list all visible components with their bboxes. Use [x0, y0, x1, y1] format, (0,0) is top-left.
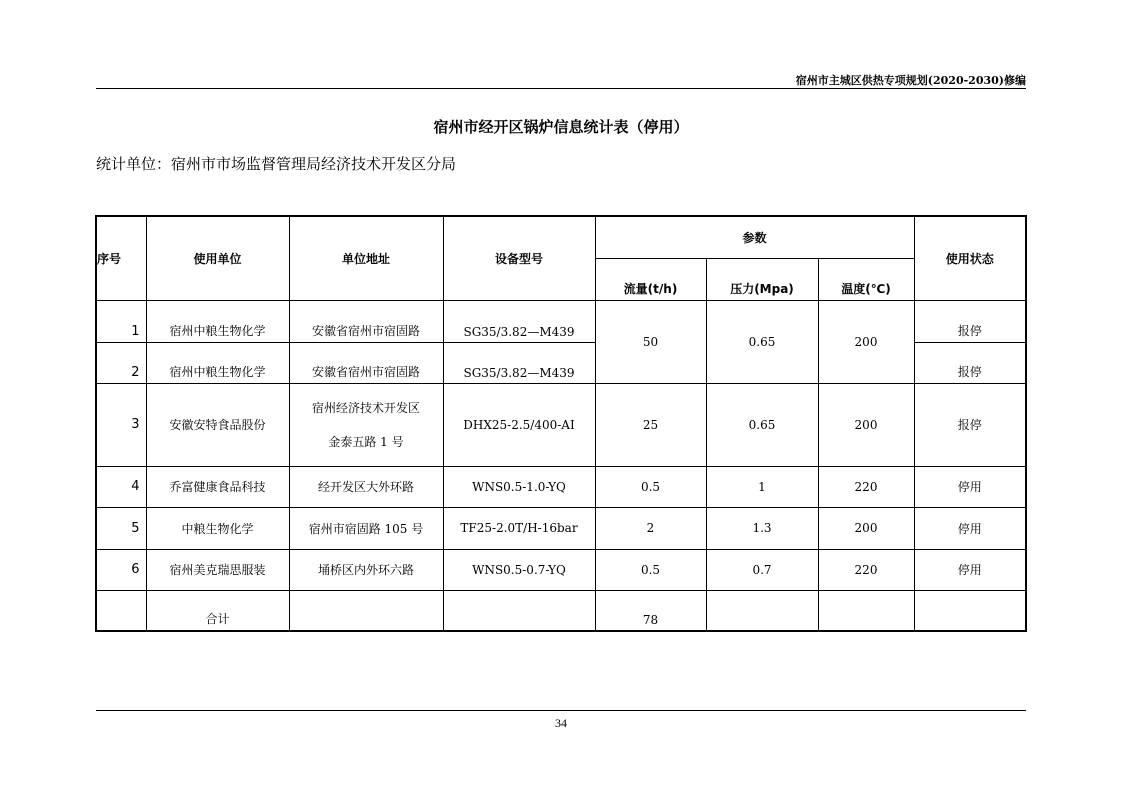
cell-address: 安徽省宿州市宿固路: [289, 300, 443, 342]
cell-flow: 25: [595, 383, 706, 466]
cell-pressure: 1.3: [706, 507, 818, 549]
table-row: [96, 466, 1026, 507]
col-header-user: 使用单位: [146, 216, 289, 300]
cell-model: WNS0.5-0.7-YQ: [443, 549, 595, 590]
cell-user: 中粮生物化学: [146, 507, 289, 549]
cell-empty: [289, 590, 443, 631]
col-header-status: 使用状态: [914, 216, 1026, 300]
cell-seq: 1: [96, 300, 146, 342]
table-title: 宿州市经开区锅炉信息统计表（停用）: [433, 118, 689, 136]
cell-empty: [443, 590, 595, 631]
cell-user: 安徽安特食品股份: [146, 383, 289, 466]
cell-temp: 220: [818, 549, 914, 590]
cell-pressure: 0.7: [706, 549, 818, 590]
cell-address: 宿州市宿固路 105 号: [289, 507, 443, 549]
col-header-seq: 序号: [96, 216, 146, 300]
cell-address: 安徽省宿州市宿固路: [289, 342, 443, 383]
cell-empty: [914, 590, 1026, 631]
cell-status: 停用: [914, 507, 1026, 549]
col-header-flow: 流量(t/h): [595, 258, 706, 300]
cell-model: SG35/3.82—M439: [443, 300, 595, 342]
cell-seq: 5: [96, 507, 146, 549]
cell-model: DHX25-2.5/400-AI: [443, 383, 595, 466]
cell-user: 宿州中粮生物化学: [146, 342, 289, 383]
cell-model: WNS0.5-1.0-YQ: [443, 466, 595, 507]
cell-temp: 200: [818, 507, 914, 549]
footer-divider: [96, 710, 1026, 711]
cell-flow-merged: 50: [595, 300, 706, 383]
cell-pressure: 0.65: [706, 383, 818, 466]
cell-seq: 4: [96, 466, 146, 507]
cell-user: 宿州美克瑞思服装: [146, 549, 289, 590]
cell-model: TF25-2.0T/H-16bar: [443, 507, 595, 549]
cell-user: 宿州中粮生物化学: [146, 300, 289, 342]
cell-seq: 3: [96, 383, 146, 466]
cell-address: [289, 383, 443, 466]
table-row: [96, 549, 1026, 590]
cell-model: SG35/3.82—M439: [443, 342, 595, 383]
document-header-title: 宿州市主城区供热专项规划(2020-2030)修编: [795, 74, 1026, 87]
col-header-temp: 温度(℃): [818, 258, 914, 300]
cell-pressure-merged: 0.65: [706, 300, 818, 383]
header-divider: [96, 88, 1026, 89]
cell-address-line-2: 金泰五路 1 号: [328, 434, 404, 449]
cell-pressure: 1: [706, 466, 818, 507]
table-row: [96, 300, 1026, 342]
cell-address: 经开发区大外环路: [289, 466, 443, 507]
header-row-1: [96, 216, 1026, 258]
cell-seq: 6: [96, 549, 146, 590]
cell-temp: 200: [818, 383, 914, 466]
cell-status: 报停: [914, 383, 1026, 466]
cell-empty: [706, 590, 818, 631]
cell-status: 停用: [914, 466, 1026, 507]
col-header-params: 参数: [595, 216, 914, 258]
cell-flow: 0.5: [595, 466, 706, 507]
col-header-address: 单位地址: [289, 216, 443, 300]
cell-flow: 0.5: [595, 549, 706, 590]
boiler-info-table: [95, 215, 1027, 632]
col-header-pressure: 压力(Mpa): [706, 258, 818, 300]
cell-address-line-1: 宿州经济技术开发区: [311, 400, 420, 415]
cell-temp-merged: 200: [818, 300, 914, 383]
cell-seq-empty: [96, 590, 146, 631]
cell-address: 埇桥区内外环六路: [289, 549, 443, 590]
page-number: 34: [555, 716, 567, 730]
cell-status: 报停: [914, 300, 1026, 342]
table-row: [96, 383, 1026, 466]
statistics-unit: 统计单位：宿州市市场监督管理局经济技术开发区分局: [96, 155, 457, 173]
cell-status: 停用: [914, 549, 1026, 590]
cell-empty: [818, 590, 914, 631]
cell-total-label: 合计: [146, 590, 289, 631]
cell-temp: 220: [818, 466, 914, 507]
cell-user: 乔富健康食品科技: [146, 466, 289, 507]
total-row: [96, 590, 1026, 631]
table-row: [96, 507, 1026, 549]
cell-flow: 2: [595, 507, 706, 549]
cell-total-flow: 78: [595, 590, 706, 631]
col-header-model: 设备型号: [443, 216, 595, 300]
cell-status: 报停: [914, 342, 1026, 383]
cell-seq: 2: [96, 342, 146, 383]
